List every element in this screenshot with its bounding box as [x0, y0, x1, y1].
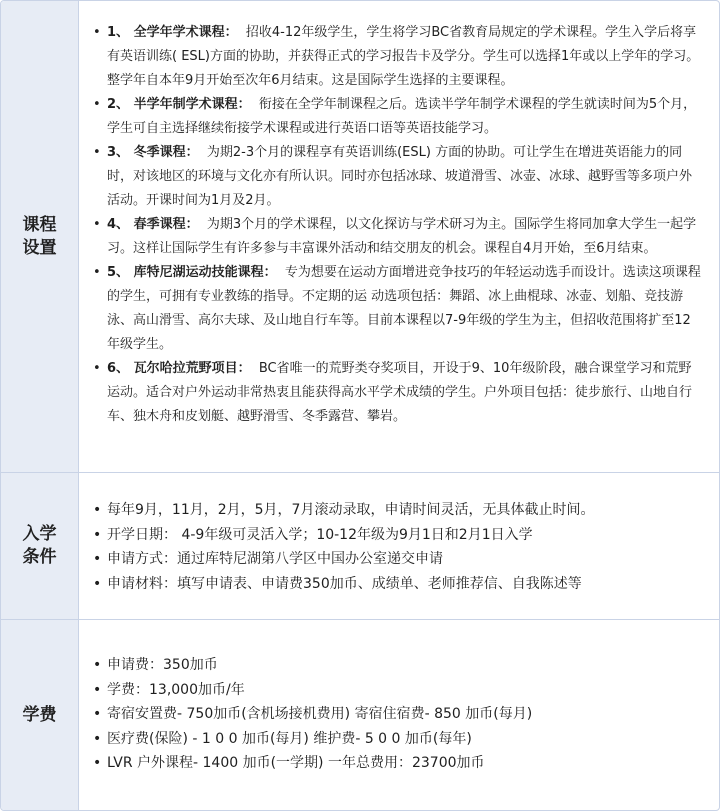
label-line: 学费 [22, 704, 57, 725]
fee-item: • 医疗费(保险) - 1 0 0 加币(每月) 维护费- 5 0 0 加币(每年) [107, 727, 703, 752]
row-label-fees [1, 620, 79, 810]
course-number: 2、 [107, 97, 130, 112]
course-item [107, 141, 703, 213]
course-item [107, 93, 703, 141]
label-line: 条件 [22, 547, 57, 567]
row-label-courses [1, 1, 79, 472]
course-item [107, 261, 703, 357]
admission-item: • 申请材料：填写申请表、申请费350加币、成绩单、老师推荐信、自我陈述等 [107, 572, 703, 597]
course-title: 库特尼湖运动技能课程： [133, 265, 277, 280]
course-title: 半学年制学术课程： [133, 97, 251, 112]
course-item [107, 213, 703, 261]
row-fees [1, 620, 719, 810]
fee-item: • 学费：13,000加币/年 [107, 678, 703, 703]
label-line: 课程 [22, 214, 57, 235]
course-number: 6、 [107, 361, 130, 376]
course-text: 为期2-3个月的课程享有英语训练(ESL) 方面的协助。可让学生在增进英语能力的同时，对该地区的环境与文化亦有所认识。同时亦包括冰球、坡道滑雪、冰壶、冰球、越野雪等多项户外活动。开课时间为1月及2月。 [107, 145, 693, 208]
course-text: 衔接在全学年制课程之后。选读半学年制学术课程的学生就读时间为5个月，学生可自主选择继续衔接学术课程或进行英语口语等英语技能学习。 [107, 97, 697, 136]
course-list [79, 1, 719, 429]
admission-item: • 开学日期： 4-9年级可灵活入学；10-12年级为9月1日和2月1日入学 [107, 523, 703, 548]
course-text: BC省唯一的荒野类夺奖项目，开设于9、10年级阶段，融合课堂学习和荒野运动。适合对户外运动非常热衷且能获得高水平学术成绩的学生。户外项目包括：徒步旅行、山地自行车、独木舟和皮划艇、越野滑雪、冬季露营、攀岩。 [107, 361, 693, 424]
admission-item: • 申请方式：通过库特尼湖第八学区中国办公室递交申请 [107, 547, 703, 572]
fee-item: • 寄宿安置费- 750加币(含机场接机费用) 寄宿住宿费- 850 加币(每月) [107, 702, 703, 727]
admission-list [79, 473, 719, 596]
course-title: 瓦尔哈拉荒野项目： [133, 361, 251, 376]
course-item [107, 357, 703, 429]
course-title: 冬季课程： [133, 145, 199, 160]
fees-content [79, 620, 719, 810]
course-number: 3、 [107, 145, 130, 160]
fee-item: • LVR 户外课程- 1400 加币(一学期) 一年总费用：23700加币 [107, 751, 703, 776]
fee-item: • 申请费：350加币 [107, 653, 703, 678]
course-title: 全学年学术课程： [133, 25, 238, 40]
course-number: 1、 [107, 25, 130, 40]
row-course-settings [1, 1, 719, 473]
fees-list [79, 620, 719, 776]
course-number: 4、 [107, 217, 130, 232]
courses-content [79, 1, 719, 472]
course-number: 5、 [107, 265, 130, 280]
course-title: 春季课程： [133, 217, 199, 232]
label-line: 入学 [22, 524, 57, 544]
course-text: 为期3个月的学术课程，以文化探访与学术研习为主。国际学生将同加拿大学生一起学习。这样让国际学生有许多参与丰富课外活动和结交朋友的机会。课程自4月开始，至6月结束。 [107, 217, 697, 256]
admission-content [79, 473, 719, 619]
course-item [107, 21, 703, 93]
row-label-admission [1, 473, 79, 619]
course-text: 专为想要在运动方面增进竞争技巧的年轻运动选手而设计。选读这项课程的学生，可拥有专业教练的指导。不定期的运 动选项包括：舞蹈、冰上曲棍球、冰壶、划船、竞技游泳、高山滑雪、高尔夫球、及山地自行车等。目前本课程以7-9年级的学生为主，但招收范围将扩至12年级学生。 [107, 265, 701, 352]
admission-item: • 每年9月，11月，2月，5月，7月滚动录取，申请时间灵活，无具体截止时间。 [107, 498, 703, 523]
row-admission [1, 473, 719, 620]
label-line: 设置 [22, 237, 57, 258]
course-text: 招收4-12年级学生，学生将学习BC省教育局规定的学术课程。学生入学后将享有英语训练( ESL)方面的协助，并获得正式的学习报告卡及学分。学生可以选择1年或以上学年的学习。整学年自本年9月开始至次年6月结束。这是国际学生选择的主要课程。 [107, 25, 700, 88]
